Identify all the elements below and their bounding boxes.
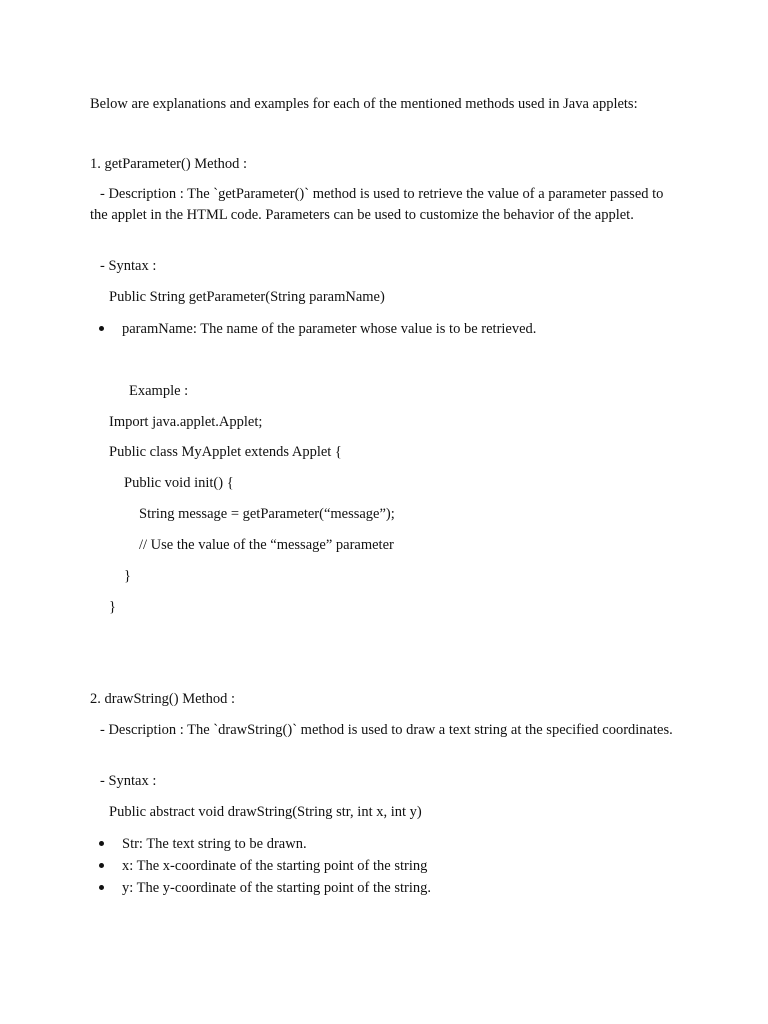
section-2-syntax: Public abstract void drawString(String str, int x, int y)	[109, 804, 422, 820]
intro-text: Below are explanations and examples for each of the mentioned methods used in Java applets:	[90, 96, 638, 112]
code-line: Public void init() {	[124, 475, 234, 491]
bullet-icon	[99, 834, 107, 854]
code-line: }	[109, 599, 116, 615]
section-1-heading: 1. getParameter() Method :	[90, 156, 248, 172]
section-1-example-label: Example :	[129, 383, 189, 399]
code-line: // Use the value of the “message” parameter	[139, 537, 394, 553]
code-line: Import java.applet.Applet;	[109, 414, 263, 430]
section-2-syntax-label: - Syntax :	[100, 773, 157, 789]
section-1-param: paramName: The name of the parameter whose value is to be retrieved.	[122, 321, 537, 337]
section-2-heading: 2. drawString() Method :	[90, 691, 235, 707]
section-1-syntax-label: - Syntax :	[100, 258, 157, 274]
section-2-param: y: The y-coordinate of the starting point of the string.	[122, 880, 431, 896]
section-2-param: Str: The text string to be drawn.	[122, 836, 307, 852]
section-1-syntax: Public String getParameter(String paramName)	[109, 289, 385, 305]
bullet-icon	[99, 856, 107, 876]
code-line: }	[124, 568, 131, 584]
section-2-param: x: The x-coordinate of the starting point of the string	[122, 858, 428, 874]
section-1-description: - Description : The `getParameter()` method is used to retrieve the value of a parameter passed to the applet in the HTML code. Parameters can be used to customize the behavior of the applet.	[90, 186, 664, 223]
code-line: Public class MyApplet extends Applet {	[109, 444, 342, 460]
bullet-icon	[99, 878, 107, 898]
code-line: String message = getParameter(“message”);	[139, 506, 395, 522]
bullet-icon	[99, 319, 107, 339]
section-2-description: - Description : The `drawString()` method is used to draw a text string at the specified coordinates.	[100, 722, 673, 738]
